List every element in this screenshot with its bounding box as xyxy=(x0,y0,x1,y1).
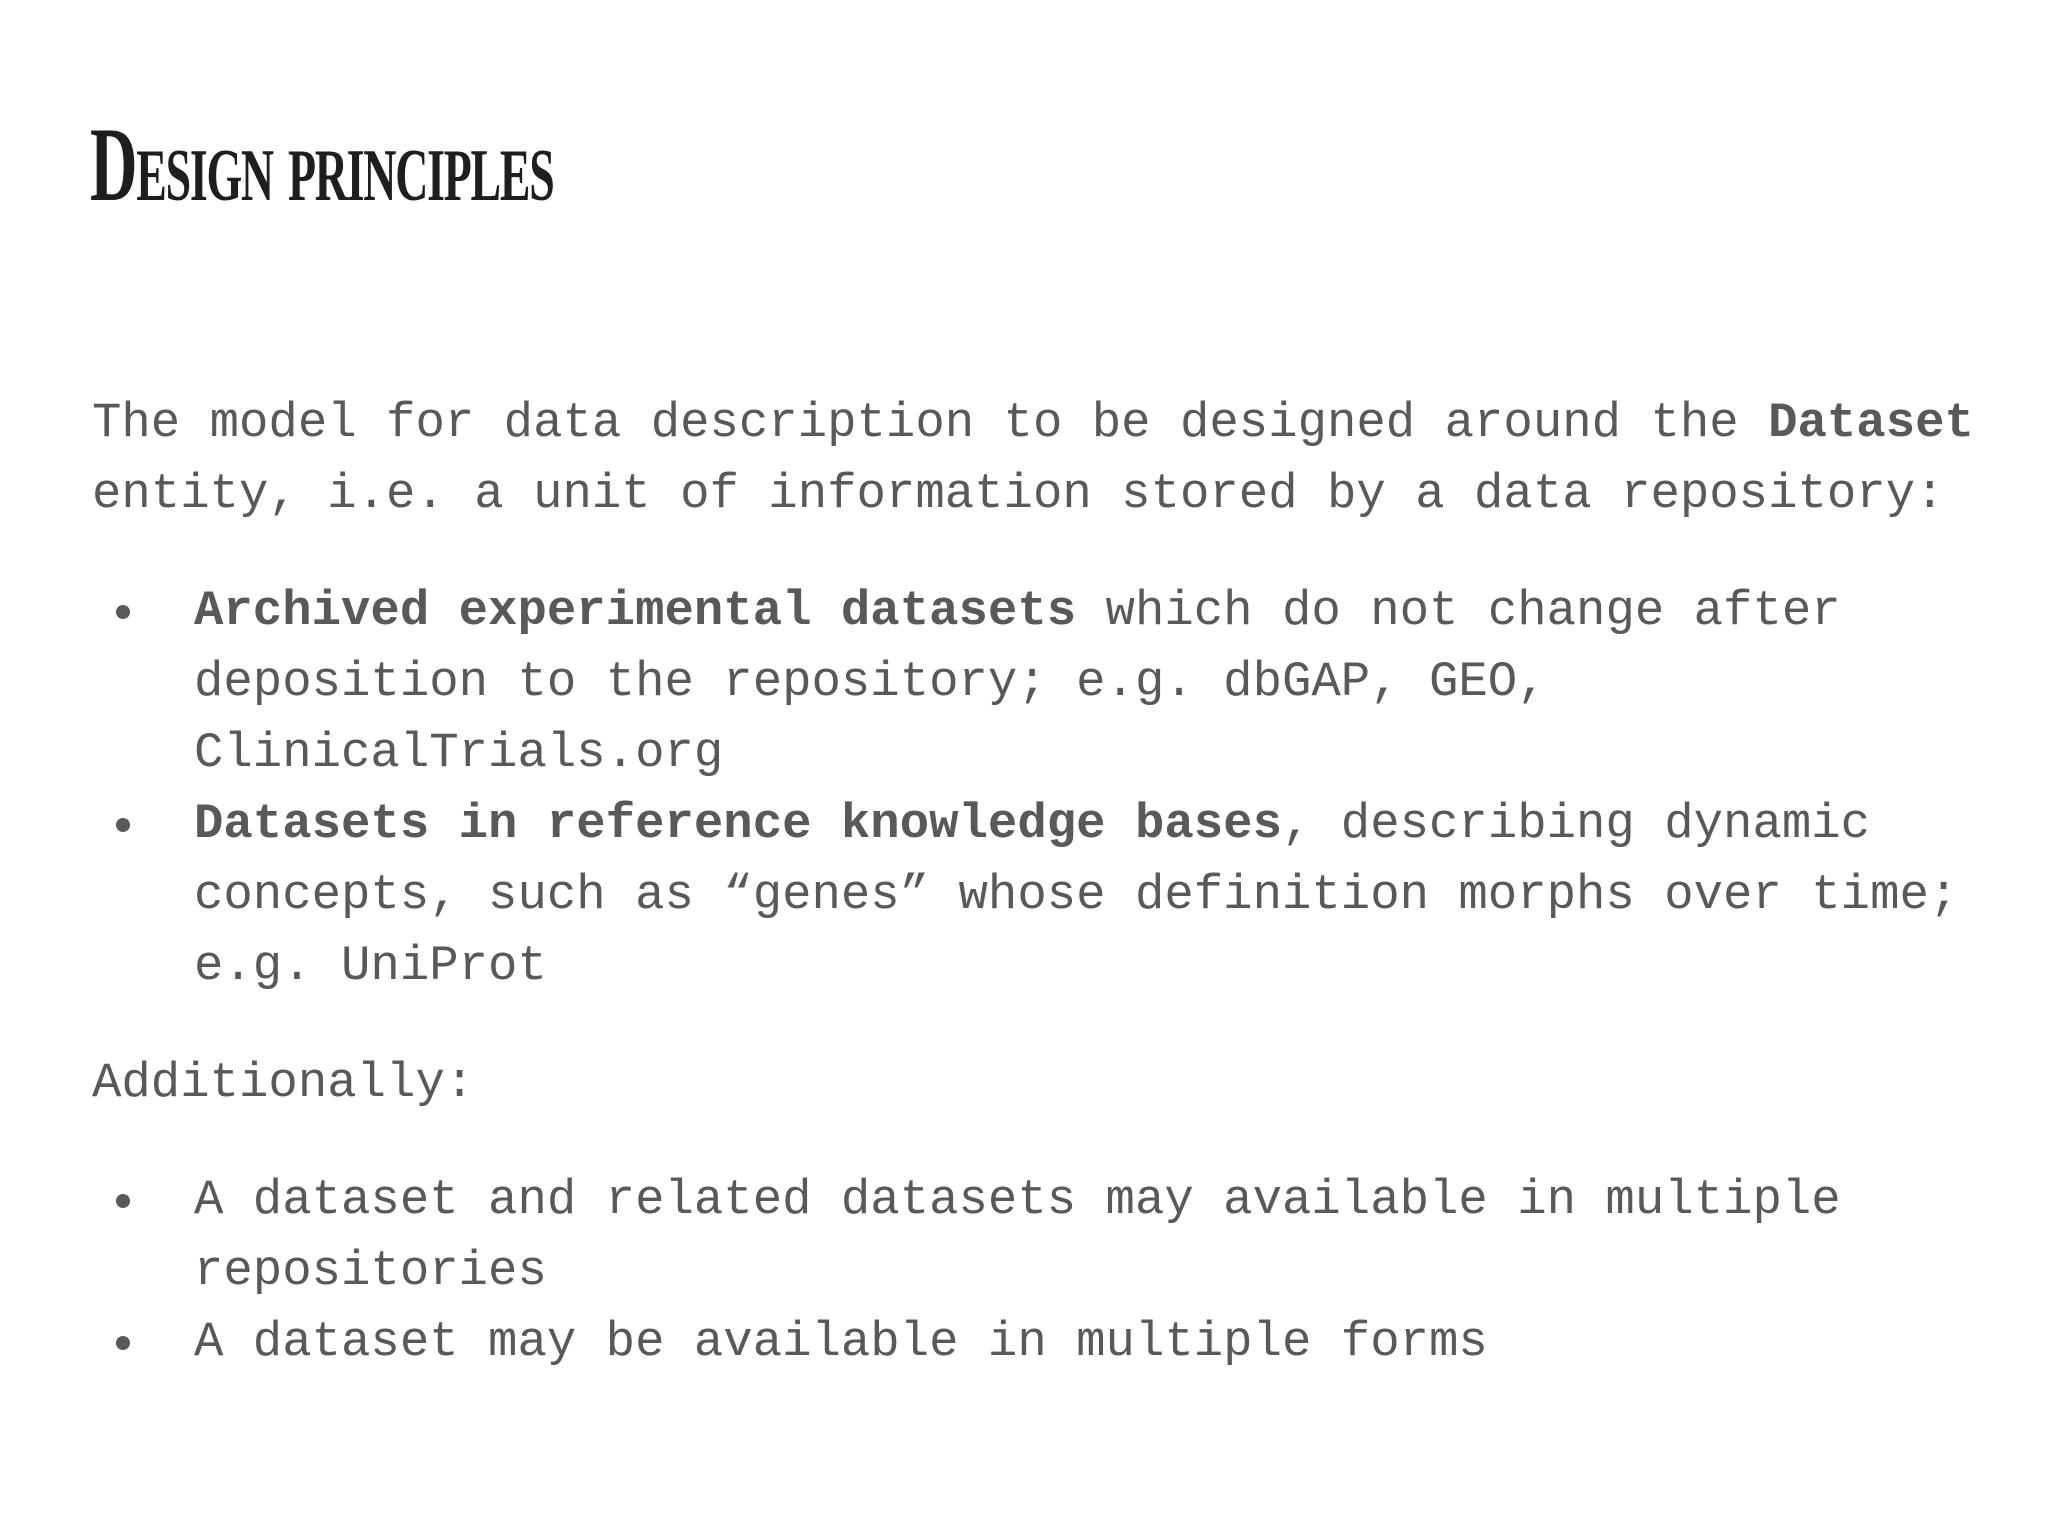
list-item-bold: Archived experimental datasets xyxy=(194,583,1077,639)
list-item-text: , describing dynamic concepts, such as “genes” whose definition morphs over time; e.g. UniProt xyxy=(194,796,1959,994)
list-item-text: which do not change after deposition to the repository; e.g. dbGAP, GEO, ClinicalTrials.org xyxy=(194,583,1841,781)
list-item-text: A dataset may be available in multiple forms xyxy=(194,1314,1488,1370)
intro-text-end: entity, i.e. a unit of information stored by a data repository: xyxy=(92,466,1945,522)
additional-notes-list xyxy=(92,1165,1992,1378)
bullet-icon xyxy=(116,1194,130,1208)
intro-dataset-term: Dataset xyxy=(1768,395,1974,451)
slide-title: Design principles xyxy=(90,106,554,223)
list-item xyxy=(92,576,1992,789)
bullet-icon xyxy=(116,818,130,832)
list-item-text: A dataset and related datasets may available in multiple repositories xyxy=(194,1172,1841,1299)
list-item xyxy=(92,1165,1992,1307)
bullet-icon xyxy=(116,1336,130,1350)
list-item-bold: Datasets in reference knowledge bases xyxy=(194,796,1282,852)
bullet-icon xyxy=(116,605,130,619)
intro-text-start: The model for data description to be designed around the xyxy=(92,395,1769,451)
dataset-types-list xyxy=(92,576,1992,1002)
intro-paragraph xyxy=(92,388,1992,530)
list-item xyxy=(92,1307,1992,1378)
list-item xyxy=(92,789,1992,1002)
slide-body xyxy=(92,388,1992,1378)
additionally-heading: Additionally: xyxy=(92,1055,475,1111)
